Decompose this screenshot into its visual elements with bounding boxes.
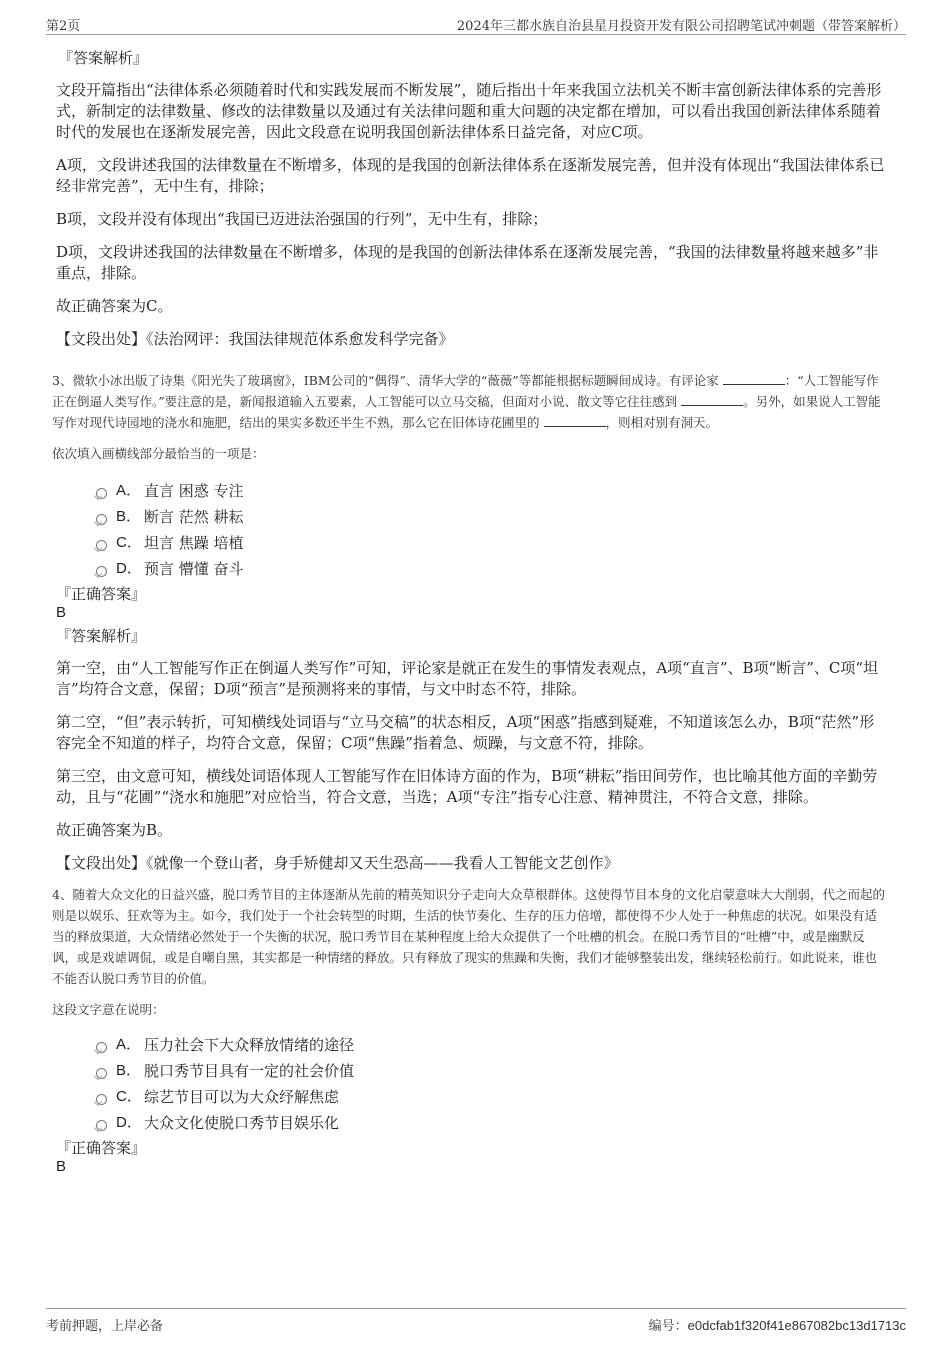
q3-analysis-para: 第二空，“但”表示转折，可知横线处词语与“立马交稿”的状态相反，A项“困惑”指感到疑难，不知道该怎么办，B项“茫然”形容完全不知道的样子，均符合文意，保留；C项“焦躁”指着急、烦躁，与文意不符，排除。 xyxy=(56,713,875,752)
q3-analysis-label: 『答案解析』 xyxy=(56,627,147,645)
q4-correct-label: 『正确答案』 xyxy=(56,1139,147,1157)
blank-line xyxy=(681,393,743,406)
q3-conclusion: 故正确答案为B。 xyxy=(56,821,173,839)
option-b[interactable]: B． 断言 茫然 耕耘 xyxy=(96,504,888,530)
q3-correct-answer: B xyxy=(56,604,67,621)
q3-source: 【文段出处】《就像一个登山者，身手矫健却又天生恐高——我看人工智能文艺创作》 xyxy=(56,854,619,872)
radio-icon[interactable] xyxy=(96,514,107,525)
q2-analysis-para: D项，文段讲述我国的法律数量在不断增多，体现的是我国的创新法律体系在逐渐发展完善，“我国的法律数量将越来越多”非重点，排除。 xyxy=(56,243,879,282)
page-footer xyxy=(46,1308,906,1334)
page-content xyxy=(52,48,888,1176)
radio-icon[interactable] xyxy=(96,540,107,551)
option-d[interactable]: D． 预言 懵懂 奋斗 xyxy=(96,556,888,582)
option-a[interactable]: A． 直言 困惑 专注 xyxy=(96,478,888,504)
option-c[interactable]: C． 综艺节目可以为大众纾解焦虑 xyxy=(96,1084,888,1110)
q3-options xyxy=(96,478,888,582)
radio-icon[interactable] xyxy=(96,488,107,499)
q2-analysis-para: B项，文段并没有体现出“我国已迈进法治强国的行列”，无中生有，排除； xyxy=(56,210,548,228)
footer-code: 编号：e0dcfab1f320f41e867082bc13d1713c xyxy=(648,1318,906,1334)
q4-correct-answer: B xyxy=(56,1158,67,1175)
blank-line xyxy=(544,414,606,427)
option-a[interactable]: A． 压力社会下大众释放情绪的途径 xyxy=(96,1032,888,1058)
radio-icon[interactable] xyxy=(96,1042,107,1053)
q4-options xyxy=(96,1032,888,1136)
q3-analysis-para: 第一空，由“人工智能写作正在倒逼人类写作”可知，评论家是就正在发生的事情发表观点，A项“直言”、B项“断言”、C项“坦言”均符合文意，保留；D项“预言”是预测将来的事情，与文中时态不符，排除。 xyxy=(56,659,879,698)
option-d[interactable]: D． 大众文化使脱口秀节目娱乐化 xyxy=(96,1110,888,1136)
q2-analysis-label: 『答案解析』 xyxy=(58,49,149,67)
footer-slogan: 考前押题，上岸必备 xyxy=(46,1319,164,1334)
radio-icon[interactable] xyxy=(96,1094,107,1105)
q4-stem: 4、随着大众文化的日益兴盛，脱口秀节目的主体逐渐从先前的精英知识分子走向大众草根群体。这使得节目本身的文化启蒙意味大大削弱，代之而起的则是以娱乐、狂欢等为主。如今，我们处于一个社会转型的时期，生活的快节奏化、生存的压力倍增，都使得不少人处于一种焦虑的状况。如果没有适当的释放渠道，大众情绪必然处于一个失衡的状况，脱口秀节目在某种程度上给大众提供了一个吐槽的机会。在脱口秀节目的“吐槽”中，或是幽默反讽，或是戏谑调侃，或是自嘲自黑，其实都是一种情绪的释放。只有释放了现实的焦躁和失衡，我们才能够整装出发，继续轻松前行。如此说来，谁也不能否认脱口秀节目的价值。 xyxy=(52,887,885,986)
radio-icon[interactable] xyxy=(96,1068,107,1079)
q3-stem: 3、微软小冰出版了诗集《阳光失了玻璃窗》，IBM公司的“偶得”、清华大学的“薇薇”等都能根据标题瞬间成诗。有评论家 ：“人工智能写作正在倒逼人类写作。”要注意的是，新闻报道输入五要素，人工智能可以立马交稿，但面对小说、散文等它往往感到 。另外，如果说人工智能写作对现代诗园地的浇水和施肥，结出的果实多数还半生不熟，那么它在旧体诗花圃里的 ，则相对别有洞天。 xyxy=(52,373,881,430)
page-header xyxy=(46,14,906,35)
page-number: 第2页 xyxy=(46,19,81,34)
q2-analysis-para: A项，文段讲述我国的法律数量在不断增多，体现的是我国的创新法律体系在逐渐发展完善，但并没有体现出“我国法律体系已经非常完善”，无中生有，排除； xyxy=(56,156,885,195)
q3-prompt: 依次填入画横线部分最恰当的一项是： xyxy=(52,446,265,461)
q2-source: 【文段出处】《法治网评：我国法律规范体系愈发科学完备》 xyxy=(56,330,454,348)
radio-icon[interactable] xyxy=(96,566,107,577)
q2-analysis-para: 文段开篇指出“法律体系必须随着时代和实践发展而不断发展”，随后指出十年来我国立法机关不断丰富创新法律体系的完善形式，新制定的法律数量、修改的法律数量以及通过有关法律问题和重大问题的决定都在增加，可以看出我国创新法律体系随着时代的发展也在逐渐发展完善，因此文段意在说明我国创新法律体系日益完备，对应C项。 xyxy=(56,81,882,141)
q3-analysis-para: 第三空，由文意可知，横线处词语体现人工智能写作在旧体诗方面的作为，B项“耕耘”指田间劳作，也比喻其他方面的辛勤劳动，且与“花圃”“浇水和施肥”对应恰当，符合文意，当选；A项“专注”指专心注意、精神贯注，不符合文意，排除。 xyxy=(56,767,878,806)
radio-icon[interactable] xyxy=(96,1120,107,1131)
blank-line xyxy=(723,372,785,385)
q2-conclusion: 故正确答案为C。 xyxy=(56,297,173,315)
q3-correct-label: 『正确答案』 xyxy=(56,585,147,603)
option-c[interactable]: C． 坦言 焦躁 培植 xyxy=(96,530,888,556)
document-title: 2024年三都水族自治县星月投资开发有限公司招聘笔试冲刺题（带答案解析） xyxy=(456,19,906,34)
option-b[interactable]: B． 脱口秀节目具有一定的社会价值 xyxy=(96,1058,888,1084)
q4-prompt: 这段文字意在说明： xyxy=(52,1002,165,1017)
